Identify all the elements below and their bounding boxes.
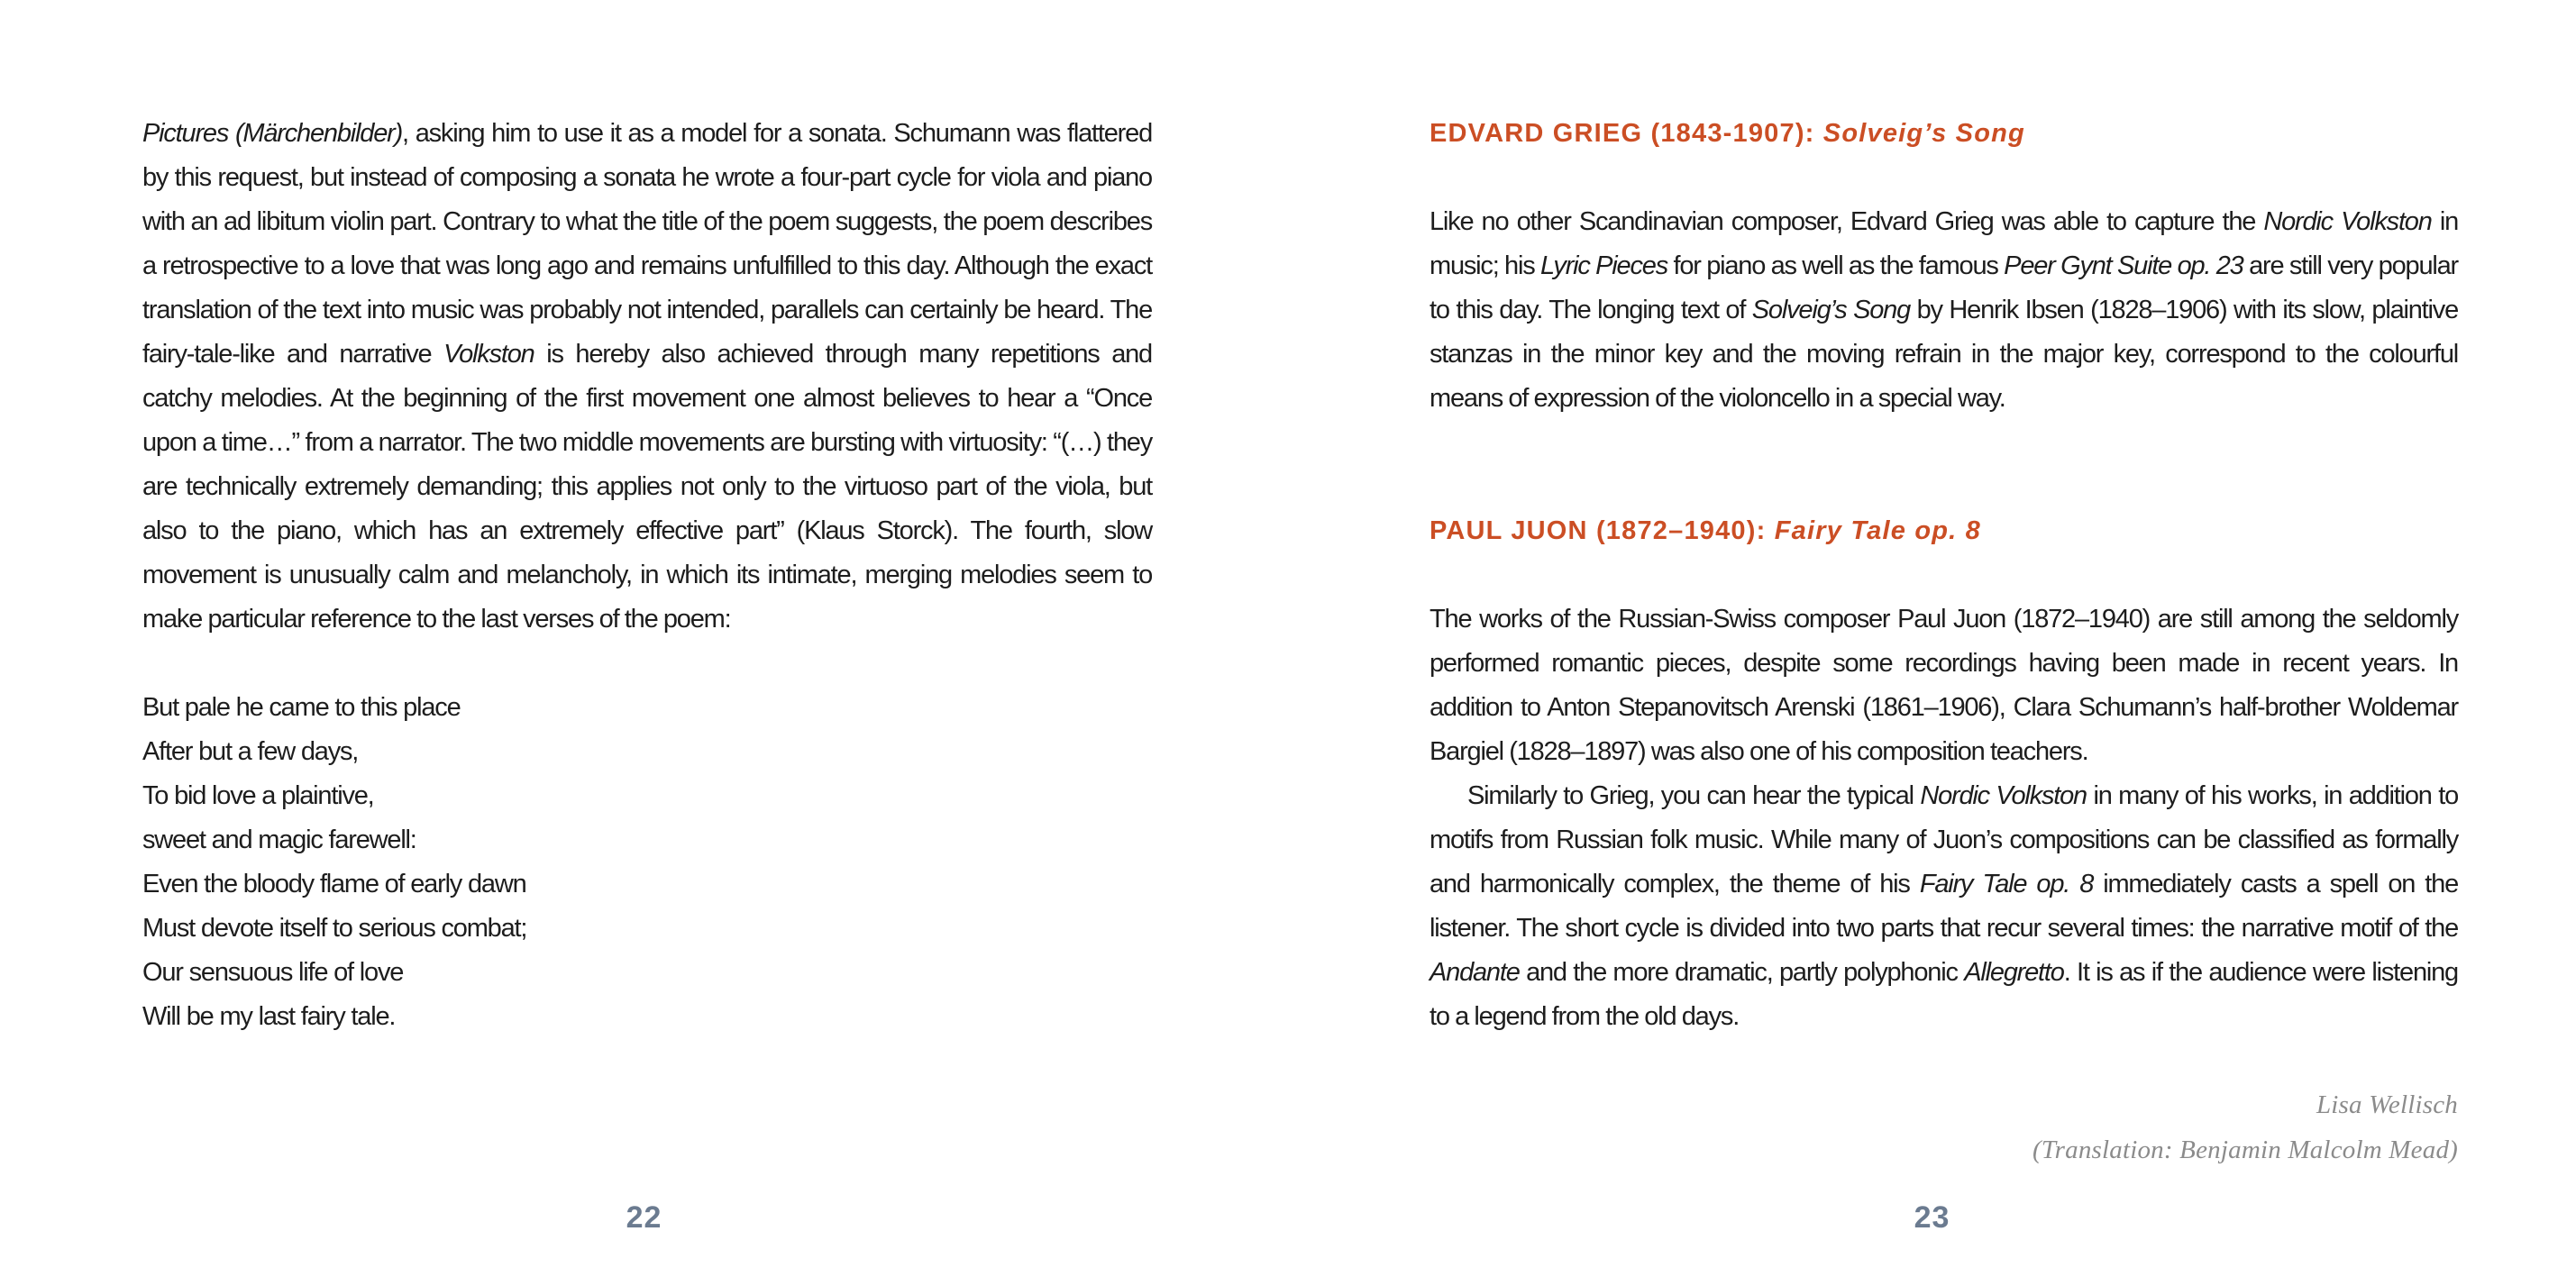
schumann-paragraph xyxy=(142,112,1152,642)
text-segment: Like no other Scandinavian composer, Edvard Grieg was able to capture the xyxy=(1430,207,2264,236)
juon-paragraph-1 xyxy=(1430,597,2458,774)
juon-paragraph-2 xyxy=(1430,774,2458,1039)
text-segment: and the more dramatic, partly polyphonic xyxy=(1519,958,1965,987)
text-segment: in music; his xyxy=(1430,207,2458,280)
text-segment: Peer Gynt Suite op. 23 xyxy=(2004,251,2243,280)
text-segment: Nordic Volkston xyxy=(1920,781,2087,810)
page-number-left: 22 xyxy=(626,1200,662,1235)
text-segment: , asking him to use it as a model for a sonata. Schumann was flattered by this request, but instead of composing a sonata he wrote a four-part cycle for viola and piano with an ad libitum violin part. Contrary to what the title of the poem suggests, the poem describes a retrospective to a love that was long ago and remains unfulfilled to this day. Although the exact translation of the text into music was probably not intended, parallels can certainly be heard. The fairy-tale-like and narrative xyxy=(142,119,1152,369)
text-segment: Allegretto xyxy=(1964,958,2064,987)
text-segment: Fairy Tale op. 8 xyxy=(1919,870,2094,898)
text-segment: PAUL JUON (1872–1940): xyxy=(1430,516,1775,545)
text-segment: is hereby also achieved through many repetitions and catchy melodies. At the beginning of the first movement one almost believes to hear a “Once upon a time…” from a narrator. The two middle movements are bursting with virtuosity: “(…) they are technically extremely demanding; this applies not only to the virtuoso part of the viola, but also to the piano, which has an extremely effective part” (Klaus Storck). The fourth, slow movement is unusually calm and melancholy, in which its intimate, merging melodies seem to make particular reference to the last verses of the poem: xyxy=(142,340,1152,634)
text-segment: immediately casts a spell on the listener. The short cycle is divided into two parts that recur several times: the narrative motif of the xyxy=(1430,870,2459,943)
left-page-text-column xyxy=(142,112,1152,1039)
attribution-author: Lisa Wellisch xyxy=(2316,1090,2458,1119)
text-segment: Andante xyxy=(1430,958,1520,987)
attribution-block xyxy=(1430,1082,2458,1172)
right-page xyxy=(1288,0,2576,1277)
text-segment: Similarly to Grieg, you can hear the typical xyxy=(1467,781,1921,810)
text-segment: for piano as well as the famous xyxy=(1667,251,2005,280)
grieg-paragraph xyxy=(1430,200,2458,421)
poem-line: But pale he came to this place xyxy=(142,693,461,722)
juon-section-heading xyxy=(1430,509,2458,553)
poem-line: Our sensuous life of love xyxy=(142,958,404,987)
text-segment: . It is as if the audience were listening to a legend from the old days. xyxy=(1430,958,2458,1031)
poem-line: Will be my last fairy tale. xyxy=(142,1002,396,1031)
poem-line: Must devote itself to serious combat; xyxy=(142,914,527,943)
grieg-section-heading xyxy=(1430,112,2458,156)
poem-block xyxy=(142,686,1152,1039)
poem-line: sweet and magic farewell: xyxy=(142,825,416,854)
text-segment: in many of his works, in addition to motifs from Russian folk music. While many of Juon’s compositions can be classified as formally and harmonically complex, the theme of his xyxy=(1430,781,2458,898)
text-segment: are still very popular to this day. The longing text of xyxy=(1430,251,2458,324)
page-number-right: 23 xyxy=(1914,1200,1950,1235)
poem-line: To bid love a plaintive, xyxy=(142,781,374,810)
text-segment: Solveig’s Song xyxy=(1751,296,1911,324)
text-segment: Fairy Tale op. 8 xyxy=(1774,516,1982,545)
text-segment: Nordic Volkston xyxy=(2263,207,2432,236)
text-segment: The works of the Russian-Swiss composer Paul Juon (1872–1940) are still among the seldomly performed romantic pieces, despite some recordings having been made in recent years. In addition to Anton Stepanovitsch Arenski (1861–1906), Clara Schumann’s half-brother Woldemar Bargiel (1828–1897) was also one of his composition teachers. xyxy=(1430,605,2458,766)
text-segment: Pictures (Märchenbilder) xyxy=(142,119,403,148)
text-segment: Solveig’s Song xyxy=(1822,119,2025,148)
poem-line: After but a few days, xyxy=(142,737,359,766)
text-segment: EDVARD GRIEG (1843-1907): xyxy=(1430,119,1823,148)
text-segment: Lyric Pieces xyxy=(1540,251,1668,280)
text-segment: by Henrik Ibsen (1828–1906) with its slow, plaintive stanzas in the minor key and the moving refrain in the major key, correspond to the colourful means of expression of the violoncello in a special way. xyxy=(1430,296,2458,413)
poem-line: Even the bloody flame of early dawn xyxy=(142,870,526,898)
right-page-text-column xyxy=(1430,112,2458,1172)
attribution-translation: (Translation: Benjamin Malcolm Mead) xyxy=(2032,1136,2458,1164)
text-segment: Volkston xyxy=(443,340,534,369)
